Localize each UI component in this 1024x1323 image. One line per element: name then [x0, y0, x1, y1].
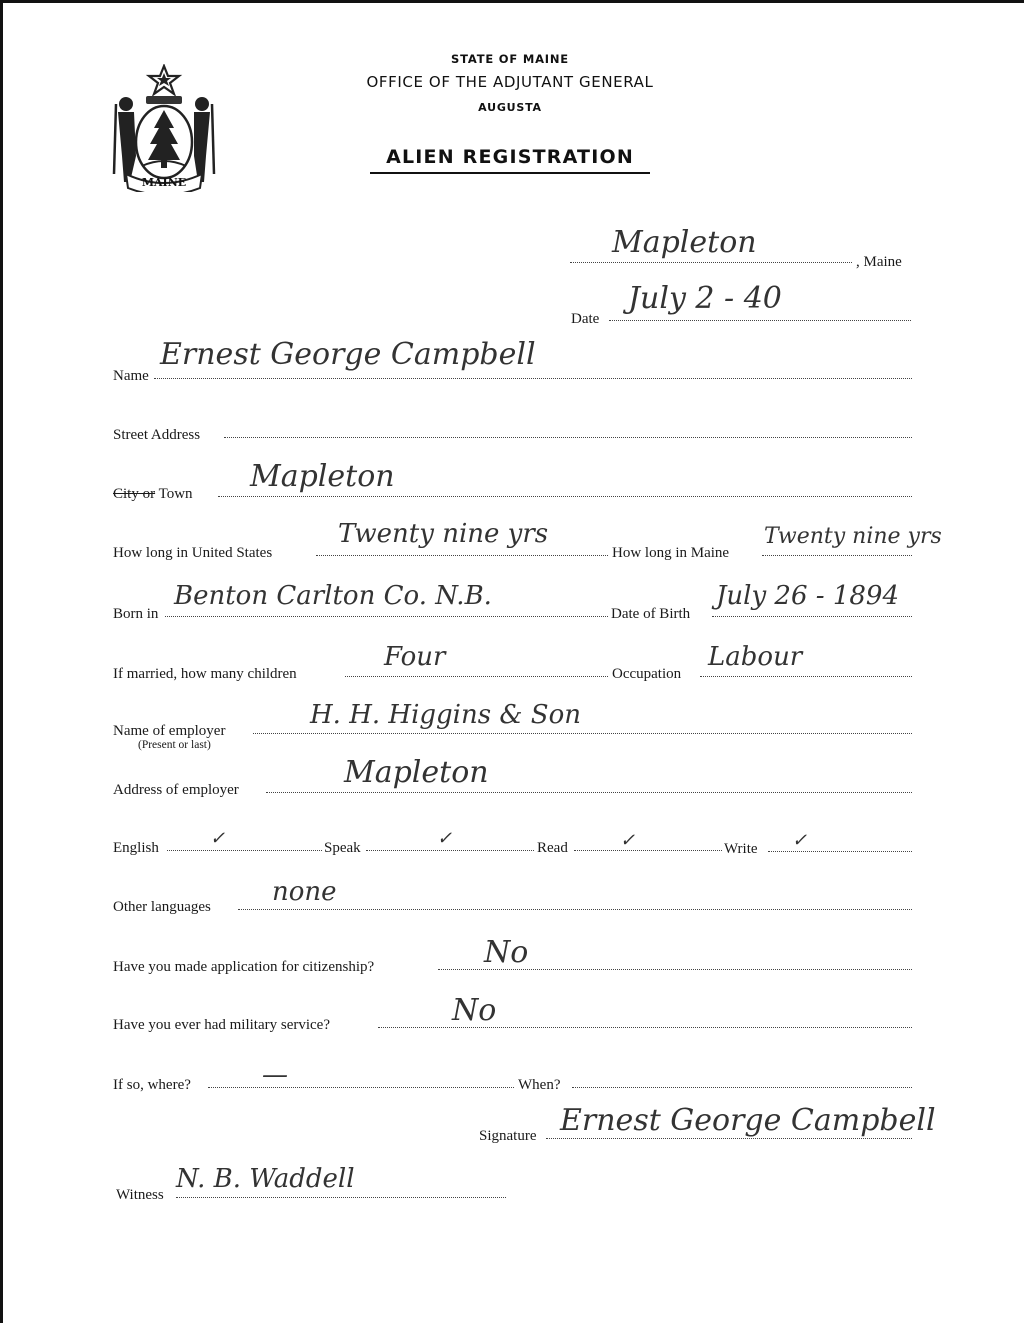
other-languages-line [238, 909, 912, 910]
long-us-line [316, 555, 608, 556]
other-languages-entry: none [272, 877, 337, 907]
witness-entry: N. B. Waddell [176, 1164, 355, 1194]
occupation-entry: Labour [708, 642, 803, 672]
title-underline [370, 172, 650, 174]
date-of-birth-line [712, 616, 912, 617]
long-us-entry: Twenty nine yrs [338, 519, 549, 549]
date-label: Date [571, 311, 600, 327]
name-line [154, 378, 912, 379]
town-line [218, 496, 912, 497]
town-entry: Mapleton [250, 459, 395, 494]
employer-address-label: Address of employer [113, 782, 239, 798]
place-entry: Mapleton [612, 225, 757, 260]
speak-line [366, 850, 534, 851]
form-title: ALIEN REGISTRATION [386, 146, 634, 168]
citizenship-entry: No [484, 935, 529, 970]
speak-label: Speak [324, 840, 361, 856]
signature-label: Signature [479, 1128, 537, 1144]
header-office: OFFICE OF THE ADJUTANT GENERAL [366, 73, 654, 91]
maine-label: , Maine [856, 254, 902, 270]
children-entry: Four [384, 642, 446, 672]
city-or-struck-label: City or [113, 486, 156, 502]
scan-border-top [0, 0, 1024, 3]
signature-entry: Ernest George Campbell [560, 1103, 936, 1138]
occupation-line [700, 676, 912, 677]
employer-address-line [266, 792, 912, 793]
english-line [167, 850, 322, 851]
children-label: If married, how many children [113, 666, 297, 682]
witness-line [176, 1197, 506, 1198]
maine-state-seal-icon [108, 64, 220, 192]
military-label: Have you ever had military service? [113, 1017, 330, 1033]
long-maine-entry: Twenty nine yrs [764, 524, 942, 549]
if-so-where-label: If so, where? [113, 1077, 191, 1093]
born-in-entry: Benton Carlton Co. N.B. [174, 581, 492, 611]
long-maine-label: How long in Maine [612, 545, 730, 561]
header-state: STATE OF MAINE [451, 52, 569, 66]
name-label: Name [113, 368, 149, 384]
long-maine-line [762, 555, 912, 556]
signature-line [546, 1138, 912, 1139]
present-or-last-note: (Present or last) [138, 739, 211, 751]
date-of-birth-label: Date of Birth [611, 606, 691, 622]
date-line [609, 320, 911, 321]
name-entry: Ernest George Campbell [160, 337, 536, 372]
date-of-birth-entry: July 26 - 1894 [716, 581, 900, 611]
if-so-where-line [208, 1087, 514, 1088]
read-label: Read [537, 840, 568, 856]
english-checkmark-icon: ✓ [210, 828, 226, 849]
employer-line [253, 733, 912, 734]
street-address-label: Street Address [113, 427, 201, 443]
employer-entry: H. H. Higgins & Son [310, 700, 581, 730]
town-label-text: Town [158, 486, 193, 502]
when-line [572, 1087, 912, 1088]
born-in-line [165, 616, 608, 617]
read-checkmark-icon: ✓ [620, 830, 636, 851]
born-in-label: Born in [113, 606, 159, 622]
write-label: Write [724, 841, 758, 857]
children-line [345, 676, 608, 677]
english-label: English [113, 840, 159, 856]
street-address-line [224, 437, 912, 438]
header-city: AUGUSTA [478, 101, 542, 114]
write-checkmark-icon: ✓ [792, 830, 808, 851]
military-entry: No [452, 993, 497, 1028]
employer-address-entry: Mapleton [344, 755, 489, 790]
scan-border-left [0, 0, 3, 1323]
if-so-where-entry: — [262, 1060, 288, 1090]
when-label: When? [518, 1077, 561, 1093]
long-us-label: How long in United States [113, 545, 273, 561]
place-line [570, 262, 852, 263]
town-label [113, 487, 193, 502]
date-entry: July 2 - 40 [628, 281, 782, 316]
occupation-label: Occupation [612, 666, 682, 682]
citizenship-label: Have you made application for citizenship? [113, 959, 375, 975]
seal-maine-text: MAINE [141, 176, 187, 189]
other-languages-label: Other languages [113, 899, 211, 915]
read-line [574, 850, 722, 851]
employer-label: Name of employer [113, 723, 226, 739]
witness-label: Witness [116, 1187, 164, 1203]
speak-checkmark-icon: ✓ [437, 828, 453, 849]
write-line [768, 851, 912, 852]
